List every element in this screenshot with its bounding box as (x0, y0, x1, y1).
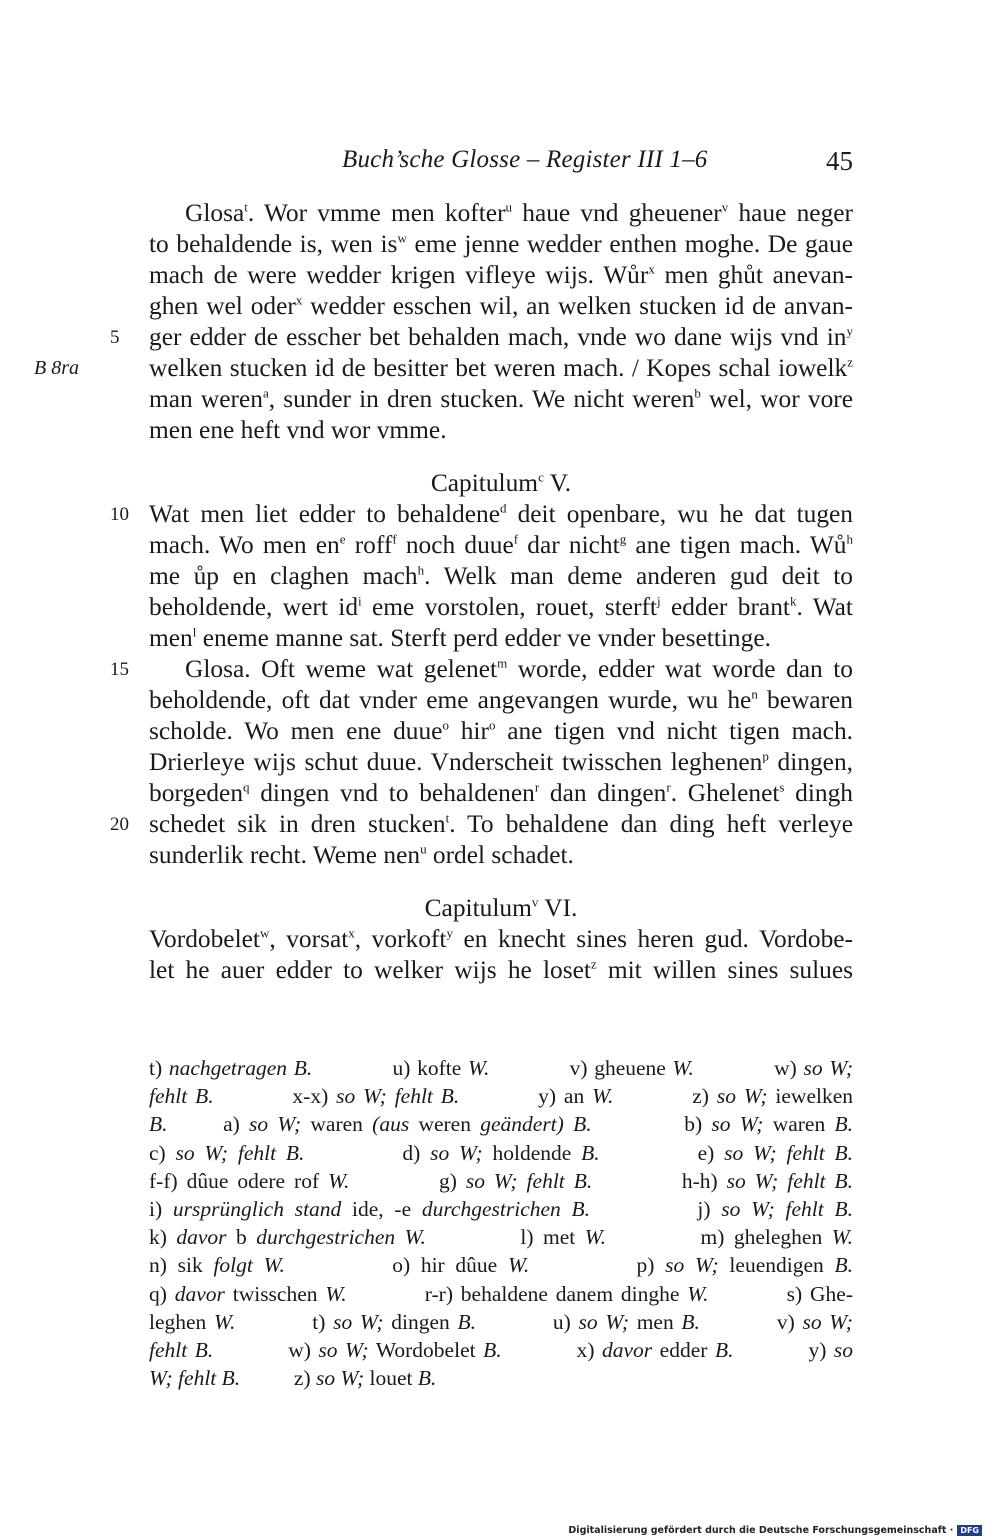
apparatus-line (0, 1223, 1000, 1251)
line-text: Capitulum$^v$ VI. (424, 894, 578, 922)
line-text: mach. Wo men $en^e$ roff$^f$ noch duue$^f$ dar nicht$^g$ ane tigen mach. $Wů^h$ (149, 531, 853, 559)
apparatus-text: n) sik folgt W. o) hir dûue W. p) so W; leuendigen B. (149, 1253, 853, 1278)
text-line (0, 840, 1000, 871)
apparatus-line (0, 1054, 1000, 1082)
line-text: Wat men liet edder to behaldene$^d$ deit openbare, wu he dat tugen (149, 500, 853, 528)
apparatus-line (0, 1110, 1000, 1138)
apparatus-line (0, 1308, 1000, 1336)
page-number: 45 (826, 146, 853, 176)
apparatus-text: q) davor twisschen W. r-r) behaldene danem dinghe W. s) Ghe- (149, 1281, 853, 1306)
chapter-heading (0, 468, 1000, 499)
apparatus-text: W; fehlt B. z) so W; louet B. (149, 1366, 437, 1391)
apparatus-text: k) davor b durchgestrichen W. l) met W. m) gheleghen W. (149, 1225, 853, 1250)
dfg-logo: DFG (957, 1525, 982, 1536)
text-line (0, 260, 1000, 291)
text-line (0, 654, 1000, 685)
footer-text: Digitalisierung gefördert durch die Deutsche Forschungsgemeinschaft · (568, 1525, 954, 1536)
line-text: mach de were wedder krigen vifleye wijs. Wůr$^x$ men ghůt anevan- (149, 261, 853, 289)
funding-footer (568, 1525, 982, 1536)
apparatus-line (0, 1251, 1000, 1279)
running-header (0, 146, 1000, 182)
text-line (0, 353, 1000, 384)
text-line (0, 561, 1000, 592)
text-line (0, 778, 1000, 809)
line-text: Capitulum$^c$ V. (430, 469, 572, 497)
text-line (0, 291, 1000, 322)
text-line (0, 747, 1000, 778)
text-line (0, 229, 1000, 260)
line-text: scholde. Wo men ene duue$^o$ hir$^o$ ane tigen vnd nicht tigen mach. (149, 717, 853, 745)
line-text: sunderlik recht. Weme nen$^u$ ordel schadet. (149, 841, 574, 869)
text-line (0, 415, 1000, 446)
line-text: Drierleye wijs schut duue. Vnderscheit twisschen leghenen$^p$ dingen, (149, 748, 853, 776)
apparatus-text: leghen W. t) so W; dingen B. u) so W; men B. v) so W; (149, 1309, 853, 1334)
line-text: ger edder de esscher bet behalden mach, vnde wo dane wijs vnd $in^y$ (149, 323, 853, 351)
text-line (0, 592, 1000, 623)
apparatus-line (0, 1139, 1000, 1167)
apparatus-line (0, 1167, 1000, 1195)
text-line (0, 955, 1000, 986)
apparatus-text: t) nachgetragen B. u) kofte W. v) gheuene W. w) so W; (149, 1056, 853, 1080)
apparatus-text: i) ursprünglich stand ide, -e durchgestrichen B. j) so W; fehlt B. (149, 1196, 854, 1221)
line-number: 15 (110, 659, 129, 680)
line-number: 10 (110, 504, 129, 525)
apparatus-text: B. a) so W; waren (aus weren geändert) B. b) so W; waren B. (149, 1112, 853, 1137)
chapter-heading (0, 893, 1000, 924)
text-line (0, 499, 1000, 530)
line-text: Glosa$^t$. Wor vmme men kofter$^u$ haue vnd gheuener$^v$ haue neger (185, 199, 853, 227)
text-line (0, 322, 1000, 353)
line-number: 5 (110, 327, 120, 348)
section-gap (0, 446, 1000, 468)
main-text (0, 198, 1000, 986)
line-text: men$^l$ eneme manne sat. Sterft perd edder ve vnder besettinge. (149, 624, 771, 652)
line-text: man weren$^a$, sunder in dren stucken. We nicht weren$^b$ wel, wor vore (149, 385, 853, 413)
line-text: Vordobelet$^w$, vorsat$^x$, vorkoft$^y$ en knecht sines heren gud. Vordobe- (149, 925, 853, 953)
margin-siglum: B 8ra (34, 357, 79, 379)
line-text: borgeden$^q$ dingen vnd to behaldenen$^r$ dan dingen$^r$. Ghelenet$^s$ dingh (149, 779, 853, 807)
apparatus-text: c) so W; fehlt B. d) so W; holdende B. e) so W; fehlt B. (149, 1140, 853, 1165)
text-line (0, 924, 1000, 955)
line-text: Glosa. Oft weme wat gelenet$^m$ worde, edder wat worde dan to (185, 655, 853, 683)
line-text: welken stucken id de besitter bet weren mach. / Kopes schal iowelk$^z$ (149, 354, 853, 382)
text-line (0, 198, 1000, 229)
line-text: beholdende, wert $id^i$ eme vorstolen, rouet, sterft$^j$ edder brant$^k$. Wat (149, 593, 853, 621)
text-line (0, 623, 1000, 654)
text-line (0, 530, 1000, 561)
text-line (0, 809, 1000, 840)
line-number: 20 (110, 814, 129, 835)
apparatus-text: fehlt B. w) so W; Wordobelet B. x) davor edder B. y) so (149, 1337, 853, 1362)
line-text: ghen wel oder$^x$ wedder esschen wil, an welken stucken id de anvan- (149, 292, 853, 320)
text-line (0, 716, 1000, 747)
apparatus-text: f-f) dûue odere rof W. g) so W; fehlt B. h-h) so W; fehlt B. (149, 1168, 853, 1193)
text-line (0, 384, 1000, 415)
line-text: men ene heft vnd wor vmme. (149, 416, 447, 444)
line-text: me ůp en claghen mach$^h$. Welk man deme anderen gud deit to (149, 562, 854, 590)
text-line (0, 685, 1000, 716)
apparatus-line (0, 1364, 1000, 1392)
apparatus-line (0, 1280, 1000, 1308)
apparatus-text: fehlt B. x-x) so W; fehlt B. y) an W. z) so W; iewelken (149, 1084, 854, 1109)
section-gap (0, 871, 1000, 893)
running-title: Buch’sche Glosse – Register III 1–6 (342, 146, 708, 173)
line-text: to behaldende is, wen $is^w$ eme jenne wedder enthen moghe. De gaue (149, 230, 853, 258)
line-text: beholdende, oft dat vnder eme angevangen wurde, wu $he^n$ bewaren (149, 686, 853, 714)
apparatus-line (0, 1336, 1000, 1364)
line-text: let he auer edder to welker wijs he loset$^z$ mit willen sines sulues (149, 956, 853, 984)
critical-apparatus (0, 1054, 1000, 1392)
apparatus-line (0, 1195, 1000, 1223)
apparatus-line (0, 1082, 1000, 1110)
line-text: schedet sik in dren stucken$^t$. To behaldene dan ding heft verleye (149, 810, 853, 838)
